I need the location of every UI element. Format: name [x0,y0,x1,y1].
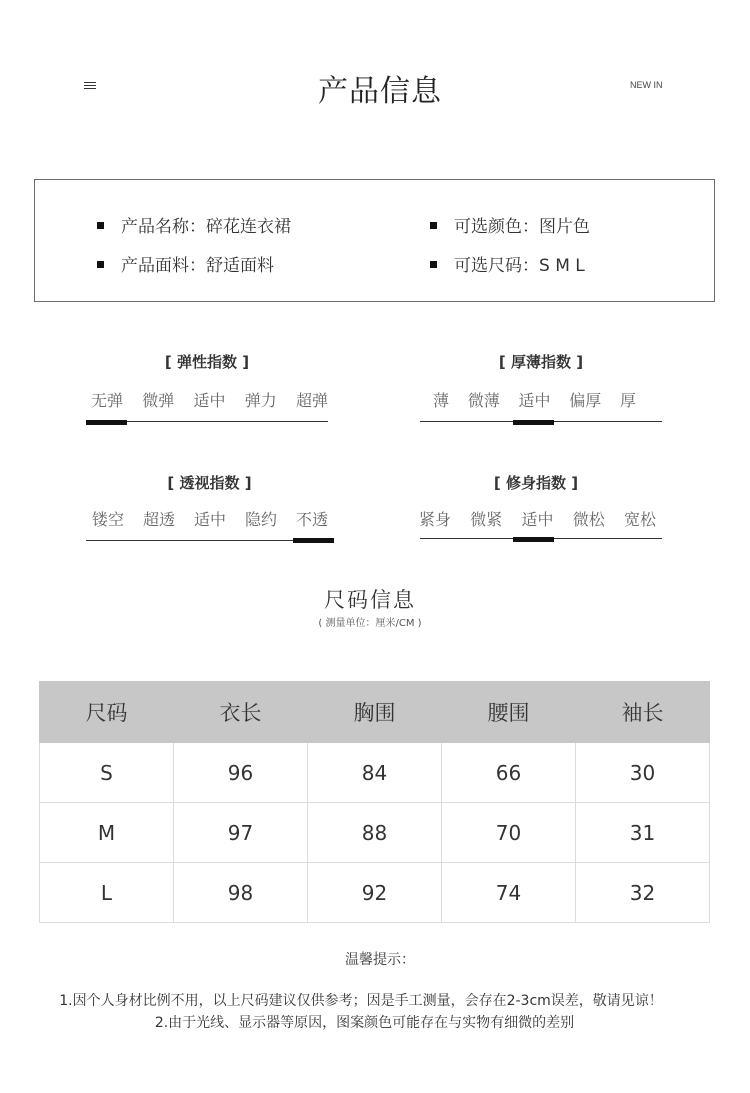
scale-label: 镂空 [92,510,125,529]
table-cell: 84 [308,743,442,803]
table-row [40,803,710,863]
product-info-box [34,179,715,302]
fit-title: [ 修身指数 ] [493,474,579,492]
transparency-labels [92,507,328,530]
product-fabric: 产品面料：舒适面料 [97,251,274,276]
elasticity-labels [91,388,328,411]
scale-label: 超透 [142,510,175,529]
product-sizes: 可选尺码：S M L [430,251,585,276]
size-table [39,681,710,923]
scale-label: 适中 [193,510,226,529]
size-unit-note: ( 测量单位：厘米/CM ) [318,618,422,629]
scale-label: 无弹 [91,391,124,410]
table-cell: S [40,743,174,803]
scale-label: 隐约 [244,510,277,529]
table-cell: 32 [576,863,710,923]
bullet-icon [97,222,104,229]
scale-label: 不透 [295,510,328,529]
tip-line-1: 1.因个人身材比例不用，以上尺码建议仅供参考；因是手工测量，会存在2-3cm误差，敬请见谅！ [59,993,663,1009]
table-cell: 31 [576,803,710,863]
thickness-title: [ 厚薄指数 ] [498,353,584,371]
table-cell: 66 [442,743,576,803]
tip-line-2: 2.由于光线、显示器等原因，图案颜色可能存在与实物有细微的差别 [154,1015,575,1031]
scale-label: 微松 [572,510,605,529]
table-header-cell: 尺码 [40,682,174,743]
tips-title: 温馨提示： [345,952,415,968]
scale-label: 适中 [521,510,554,529]
table-cell: 97 [174,803,308,863]
scale-label: 厚 [619,391,636,410]
scale-label: 适中 [518,391,551,410]
fit-marker [513,537,554,542]
product-name: 产品名称：碎花连衣裙 [97,212,291,237]
fit-labels [419,507,656,530]
table-cell: 96 [174,743,308,803]
scale-label: 超弹 [295,391,328,410]
scale-label: 宽松 [623,510,656,529]
size-info-title: 尺码信息 [324,588,416,612]
table-cell: 92 [308,863,442,923]
page-title: 产品信息 [318,74,442,109]
table-cell: 30 [576,743,710,803]
elasticity-marker [86,420,127,425]
new-in-label: NEW IN [630,80,663,90]
table-header-cell: 袖长 [576,682,710,743]
table-header-cell: 胸围 [308,682,442,743]
elasticity-title: [ 弹性指数 ] [164,353,250,371]
table-header-cell: 腰围 [442,682,576,743]
scale-label: 弹力 [244,391,277,410]
table-cell: L [40,863,174,923]
transparency-title: [ 透视指数 ] [167,474,252,492]
scale-label: 适中 [193,391,226,410]
scale-label: 紧身 [419,510,452,529]
table-cell: 74 [442,863,576,923]
bullet-icon [430,261,437,268]
table-header-row [40,682,710,743]
table-cell: 88 [308,803,442,863]
product-color: 可选颜色：图片色 [430,212,590,237]
table-header-cell: 衣长 [174,682,308,743]
table-cell: M [40,803,174,863]
scale-label: 薄 [433,391,450,410]
table-row [40,863,710,923]
thickness-labels [433,388,636,411]
bullet-icon [97,261,104,268]
transparency-marker [293,538,334,543]
scale-label: 微弹 [142,391,175,410]
table-cell: 98 [174,863,308,923]
table-row [40,743,710,803]
table-cell: 70 [442,803,576,863]
scale-label: 偏厚 [569,391,602,410]
thickness-marker [513,420,554,425]
scale-label: 微薄 [467,391,500,410]
scale-label: 微紧 [470,510,503,529]
bullet-icon [430,222,437,229]
